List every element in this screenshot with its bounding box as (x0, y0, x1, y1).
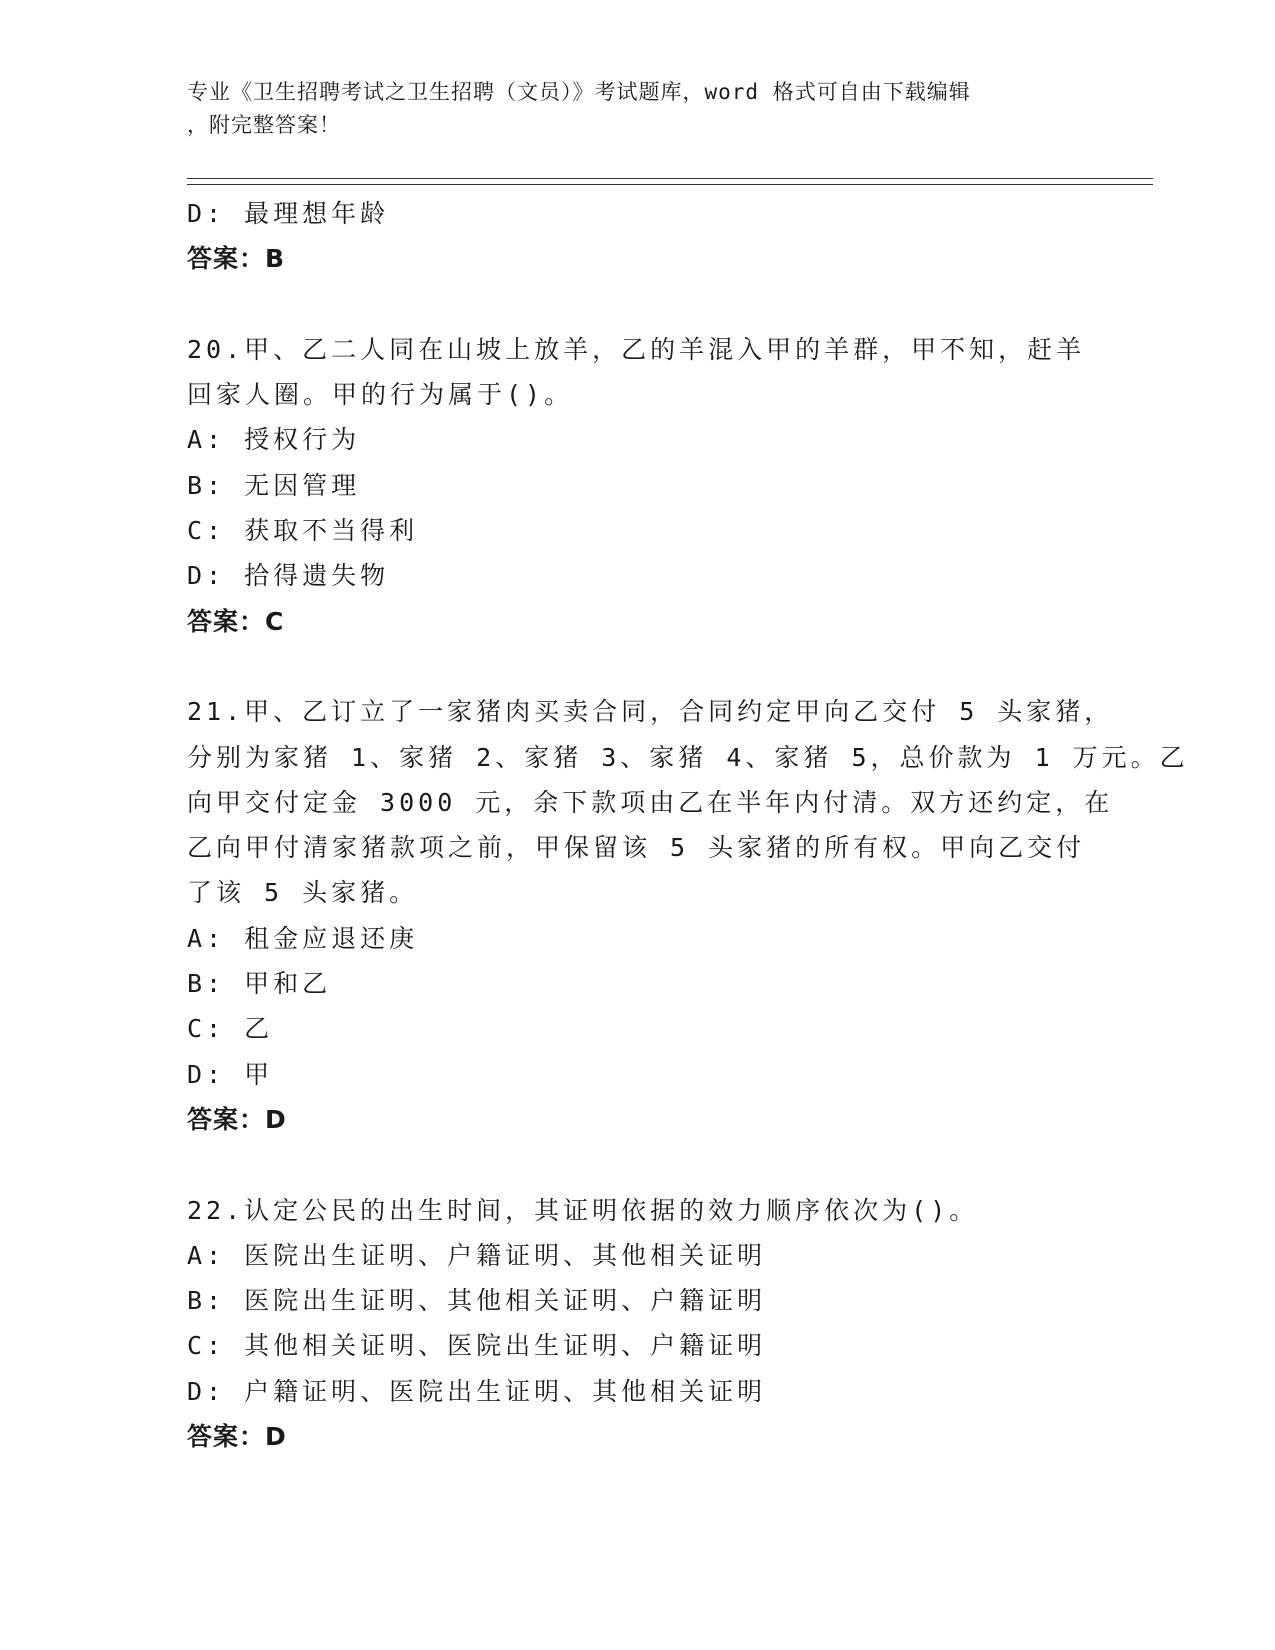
answer: 答案：D (187, 1104, 287, 1134)
option-d: D: 最理想年龄 (187, 199, 390, 228)
option-c: C: 获取不当得利 (187, 516, 419, 546)
header-line-1: 专业《卫生招聘考试之卫生招聘（文员）》考试题库，word 格式可自由下载编辑 (187, 80, 971, 104)
option-b: B: 医院出生证明、其他相关证明、户籍证明 (187, 1286, 767, 1316)
option-d: D: 拾得遗失物 (187, 561, 390, 591)
question-stem: 分别为家猪 1、家猪 2、家猪 3、家猪 4、家猪 5，总价款为 1 万元。乙 (187, 742, 1189, 772)
question-stem: 了该 5 头家猪。 (187, 878, 419, 908)
question-stem: 向甲交付定金 3000 元，余下款项由乙在半年内付清。双方还约定，在 (187, 787, 1114, 817)
header-line-2: ，附完整答案！ (187, 113, 341, 137)
question-21 (187, 689, 1189, 1142)
page-header (187, 76, 1067, 142)
question-stem: 22.认定公民的出生时间，其证明依据的效力顺序依次为()。 (187, 1195, 979, 1225)
option-c: C: 其他相关证明、医院出生证明、户籍证明 (187, 1331, 767, 1361)
spacer (187, 1142, 1087, 1187)
option-a: A: 租金应退还庚 (187, 923, 419, 953)
option-b: B: 甲和乙 (187, 969, 332, 999)
question-stem: 21.甲、乙订立了一家猪肉买卖合同，合同约定甲向乙交付 5 头家猪， (187, 697, 1114, 727)
option-c: C: 乙 (187, 1014, 274, 1044)
option-a: A: 授权行为 (187, 425, 361, 455)
question-22 (187, 1188, 1087, 1460)
question-content (187, 191, 1189, 1459)
answer: 答案：B (187, 244, 286, 274)
answer: 答案：C (187, 606, 285, 636)
option-d: D: 甲 (187, 1059, 274, 1089)
spacer (187, 644, 1087, 689)
header-divider (187, 178, 1153, 185)
option-a: A: 医院出生证明、户籍证明、其他相关证明 (187, 1240, 767, 1270)
spacer (187, 282, 1087, 327)
question-stem: 乙向甲付清家猪款项之前，甲保留该 5 头家猪的所有权。甲向乙交付 (187, 833, 1086, 863)
question-20 (187, 327, 1087, 644)
question-stem: 20.甲、乙二人同在山坡上放羊，乙的羊混入甲的羊群，甲不知，赶羊 (187, 334, 1086, 364)
option-b: B: 无因管理 (187, 470, 361, 500)
answer: 答案：D (187, 1422, 287, 1452)
option-d: D: 户籍证明、医院出生证明、其他相关证明 (187, 1376, 767, 1406)
question-stem: 回家人圈。甲的行为属于()。 (187, 380, 574, 410)
